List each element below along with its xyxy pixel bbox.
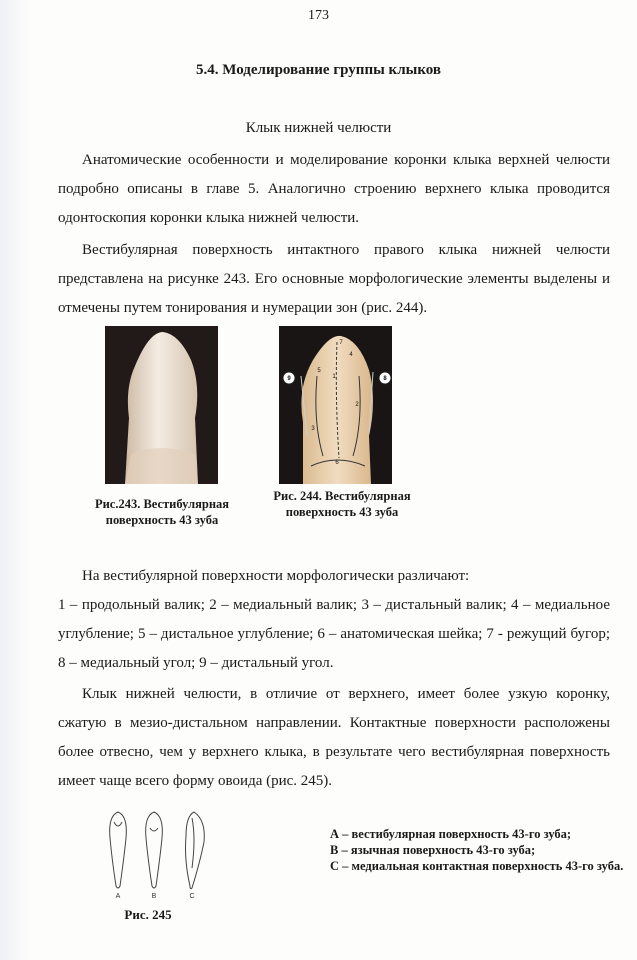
figure-245-letter-c: C [189, 893, 195, 900]
figure-245-legend [330, 826, 630, 874]
marker-7: 7 [339, 340, 343, 346]
marker-6: 6 [335, 460, 339, 466]
paragraph-5: Клык нижней челюсти, в отличие от верхнего, имеет более узкую коронку, сжатую в мезио-дистальном направлении. Контактные поверхности расположены более отвесно, чем у верхнего клыка, в результате чего вестибулярная поверхность имеет чаще всего форму овоида (рис. 245). [58, 686, 610, 789]
marker-3: 3 [311, 426, 315, 432]
paragraph-1: Анатомические особенности и моделирование коронки клыка верхней челюсти подробно описаны в главе 5. Аналогично строению верхнего клыка проводится одонтоскопия коронки клыка нижней челюсти. [58, 152, 610, 226]
figure-245-letter-b: B [151, 893, 157, 900]
scan-edge-shadow [0, 0, 30, 960]
marker-9: 9 [287, 376, 291, 382]
figure-244-caption: Рис. 244. Вестибулярная поверхность 43 зуба [273, 489, 411, 519]
marker-4: 4 [349, 352, 353, 358]
legend-item-a: А – вестибулярная поверхность 43-го зуба; [330, 827, 572, 841]
legend-item-c: С – медиальная контактная поверхность 43-го зуба. [330, 859, 624, 873]
marker-1: 1 [332, 374, 336, 380]
paragraph-3: На вестибулярной поверхности морфологически различают: [82, 568, 470, 584]
figure-243-caption: Рис.243. Вестибулярная поверхность 43 зуба [94, 497, 230, 527]
figure-245-drawing [100, 808, 220, 900]
page-number: 173 [308, 8, 329, 23]
figure-245-letter-a: A [115, 893, 121, 900]
marker-5: 5 [317, 368, 321, 374]
figure-245-caption: Рис. 245 [124, 907, 172, 922]
subheading: Клык нижней челюсти [245, 120, 392, 136]
paragraph-2: Вестибулярная поверхность интактного правого клыка нижней челюсти представлена на рисунке 243. Его основные морфологические элементы выделены и отмечены путем тонирования и нумерации зон (рис. 244). [58, 242, 610, 316]
figure-244-photo [279, 326, 392, 484]
legend-item-b: В – язычная поверхность 43-го зуба; [330, 843, 536, 857]
figure-243-photo [105, 326, 218, 484]
section-heading: 5.4. Моделирование группы клыков [196, 62, 441, 78]
marker-8: 8 [383, 376, 387, 382]
marker-2: 2 [355, 402, 359, 408]
paragraph-4: 1 – продольный валик; 2 – медиальный валик; 3 – дистальный валик; 4 – медиальное углубление; 5 – дистальное углубление; 6 – анатомическая шейка; 7 - режущий бугор; 8 – медиальный угол; 9 – дистальный угол. [58, 597, 610, 671]
